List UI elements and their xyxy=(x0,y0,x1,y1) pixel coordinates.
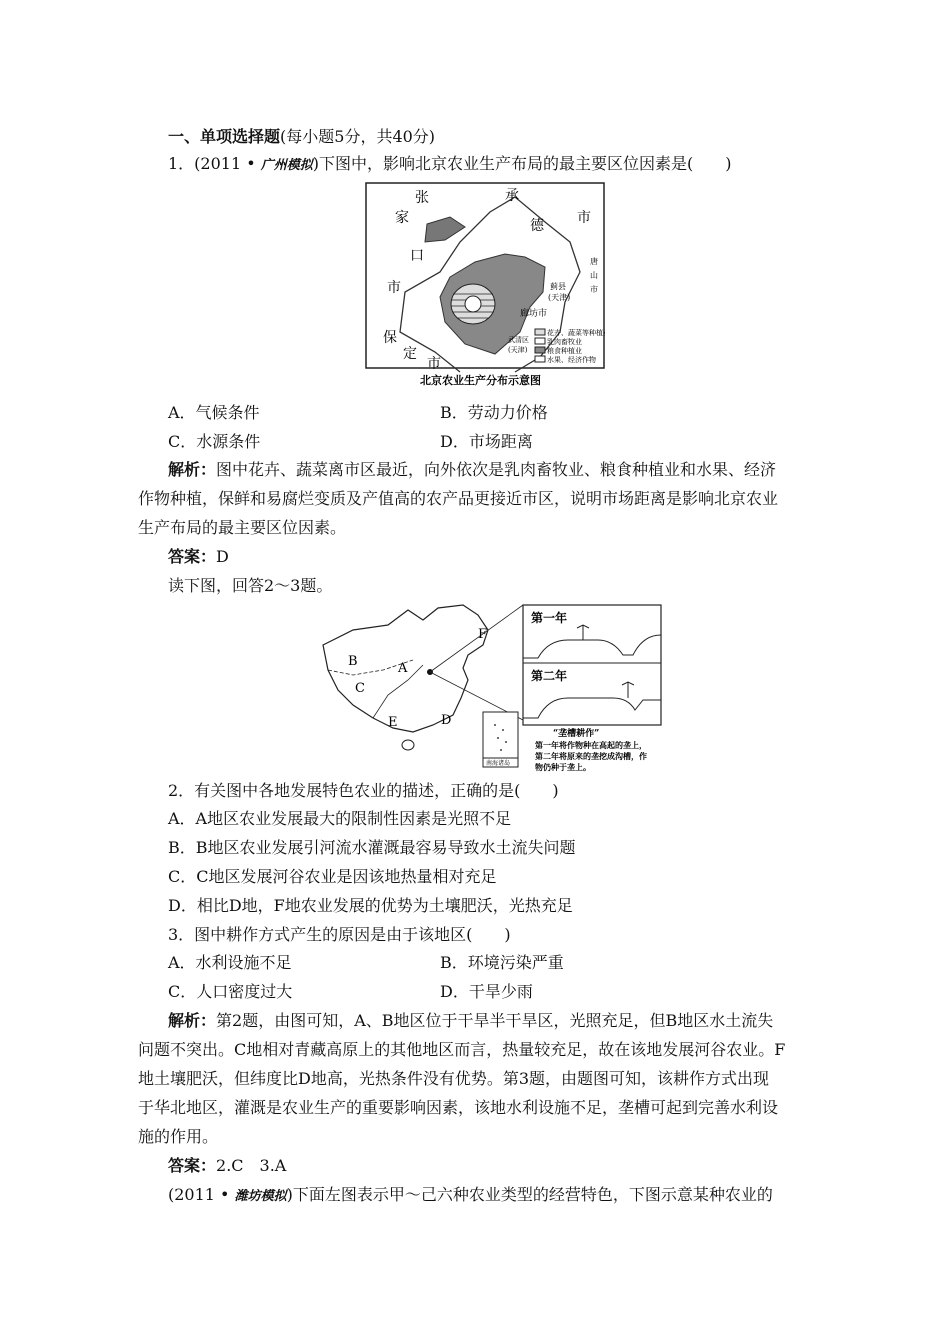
q1-analysis-line1: 解析：图中花卉、蔬菜离市区最近，向外依次是乳肉畜牧业、粮食种植业和水果、经济 xyxy=(168,460,777,479)
legend-fruit: 水果、经济作物 xyxy=(547,356,596,364)
analysis2-line4: 于华北地区，灌溉是农业生产的重要影响因素，该地水利设施不足，垄槽可起到完善水利设 xyxy=(138,1098,779,1117)
map-label-shi4: 市 xyxy=(590,285,598,294)
map-label-tang: 唐 xyxy=(590,257,598,266)
note-line2: 第二年将原来的垄挖成沟槽，作 xyxy=(535,751,647,761)
q2-option-c: C．C地区发展河谷农业是因该地热量相对充足 xyxy=(168,867,497,886)
legend-dairy-meat: 乳肉畜牧业 xyxy=(547,338,582,346)
letter-e: E xyxy=(388,715,398,730)
q2-option-a: A．A地区农业发展最大的限制性因素是光照不足 xyxy=(168,809,512,828)
q3-options-row1: A．水利设施不足 B．环境污染严重 xyxy=(168,953,564,972)
q2-option-b: B．B地区农业发展引河流水灌溉最容易导致水土流失问题 xyxy=(168,838,576,857)
q2-stem: 2．有关图中各地发展特色农业的描述，正确的是( ) xyxy=(168,781,559,800)
map-label-zhang: 张 xyxy=(415,190,429,206)
analysis2-line3: 地土壤肥沃，但纬度比D地高，光热条件没有优势。第3题，由题图可知，该耕作方式出现 xyxy=(138,1069,770,1088)
map-label-jia: 家 xyxy=(395,210,409,226)
last-question-intro: (2011 • 潍坊模拟)下面左图表示甲～己六种农业类型的经营特色，下图示意某种农业的 xyxy=(168,1185,773,1204)
answer2: 答案：2.C 3.A xyxy=(168,1156,287,1175)
letter-b: B xyxy=(348,654,358,669)
section-heading: 一、单项选择题(每小题5分，共40分) xyxy=(168,127,436,146)
q1-analysis-line2: 作物种植，保鲜和易腐烂变质及产值高的农产品更接近市区，说明市场距离是影响北京农业 xyxy=(138,489,779,508)
map-label-ding: 定 xyxy=(403,346,417,362)
map-label-tianjin2: (天津) xyxy=(508,346,528,354)
question-1-stem: 1．(2011 • 广州模拟)下图中，影响北京农业生产布局的最主要区位因素是( ) xyxy=(168,154,732,173)
letter-d: D xyxy=(441,713,452,728)
china-map-svg xyxy=(313,600,665,774)
q1-options-row1: A．气候条件 B．劳动力价格 xyxy=(168,403,548,422)
analysis2-line5: 施的作用。 xyxy=(138,1127,219,1146)
read-prompt: 读下图，回答2～3题。 xyxy=(168,576,333,595)
year1-label: 第一年 xyxy=(531,611,568,625)
map-label-shi1: 市 xyxy=(387,280,401,296)
map-label-shan: 山 xyxy=(590,271,598,280)
letter-c: C xyxy=(355,681,365,696)
analysis2-line1: 解析：第2题，由图可知，A、B地区位于干旱半干旱区，光照充足，但B地区水土流失 xyxy=(168,1011,774,1030)
q2-option-d: D．相比D地，F地农业发展的优势为土壤肥沃，光热充足 xyxy=(168,896,573,915)
note-title: “垄槽耕作” xyxy=(553,729,600,739)
map-label-tianjin1: (天津) xyxy=(548,293,571,302)
map-label-jixian: 蓟县 xyxy=(550,282,566,291)
china-map-figure xyxy=(313,600,665,774)
legend-flower-vegetable: 花卉、蔬菜等种植业 xyxy=(547,329,605,337)
legend-grain: 粮食种植业 xyxy=(547,347,582,355)
year2-label: 第二年 xyxy=(531,669,568,683)
map-label-kou: 口 xyxy=(410,248,424,264)
map-label-langfang: 廊坊市 xyxy=(520,309,548,319)
letter-a: A xyxy=(398,661,408,676)
q1-analysis-line3: 生产布局的最主要区位因素。 xyxy=(138,518,347,537)
map-label-shi3: 市 xyxy=(427,356,441,372)
map-svg xyxy=(365,182,605,390)
beijing-agriculture-map xyxy=(365,182,605,390)
map-label-wuqing: 武清区 xyxy=(508,336,529,344)
note-line1: 第一年将作物种在高起的垄上， xyxy=(535,740,647,750)
inset-label: 南海诸岛 xyxy=(486,760,511,767)
note-line3: 物仍种于垄上。 xyxy=(535,762,591,772)
q3-stem: 3．图中耕作方式产生的原因是由于该地区( ) xyxy=(168,925,511,944)
map-caption: 北京农业生产分布示意图 xyxy=(420,374,541,387)
map-label-shi2: 市 xyxy=(577,210,591,226)
letter-f: F xyxy=(478,627,488,642)
q1-answer: 答案：D xyxy=(168,547,229,566)
map-label-bao: 保 xyxy=(383,330,397,346)
q3-options-row2: C．人口密度过大 D．干旱少雨 xyxy=(168,982,533,1001)
map-label-de: 德 xyxy=(530,218,544,234)
q1-options-row2: C．水源条件 D．市场距离 xyxy=(168,432,533,451)
map-label-cheng: 承 xyxy=(505,188,519,204)
analysis2-line2: 问题不突出。C地相对青藏高原上的其他地区而言，热量较充足，故在该地发展河谷农业。F xyxy=(138,1040,786,1059)
